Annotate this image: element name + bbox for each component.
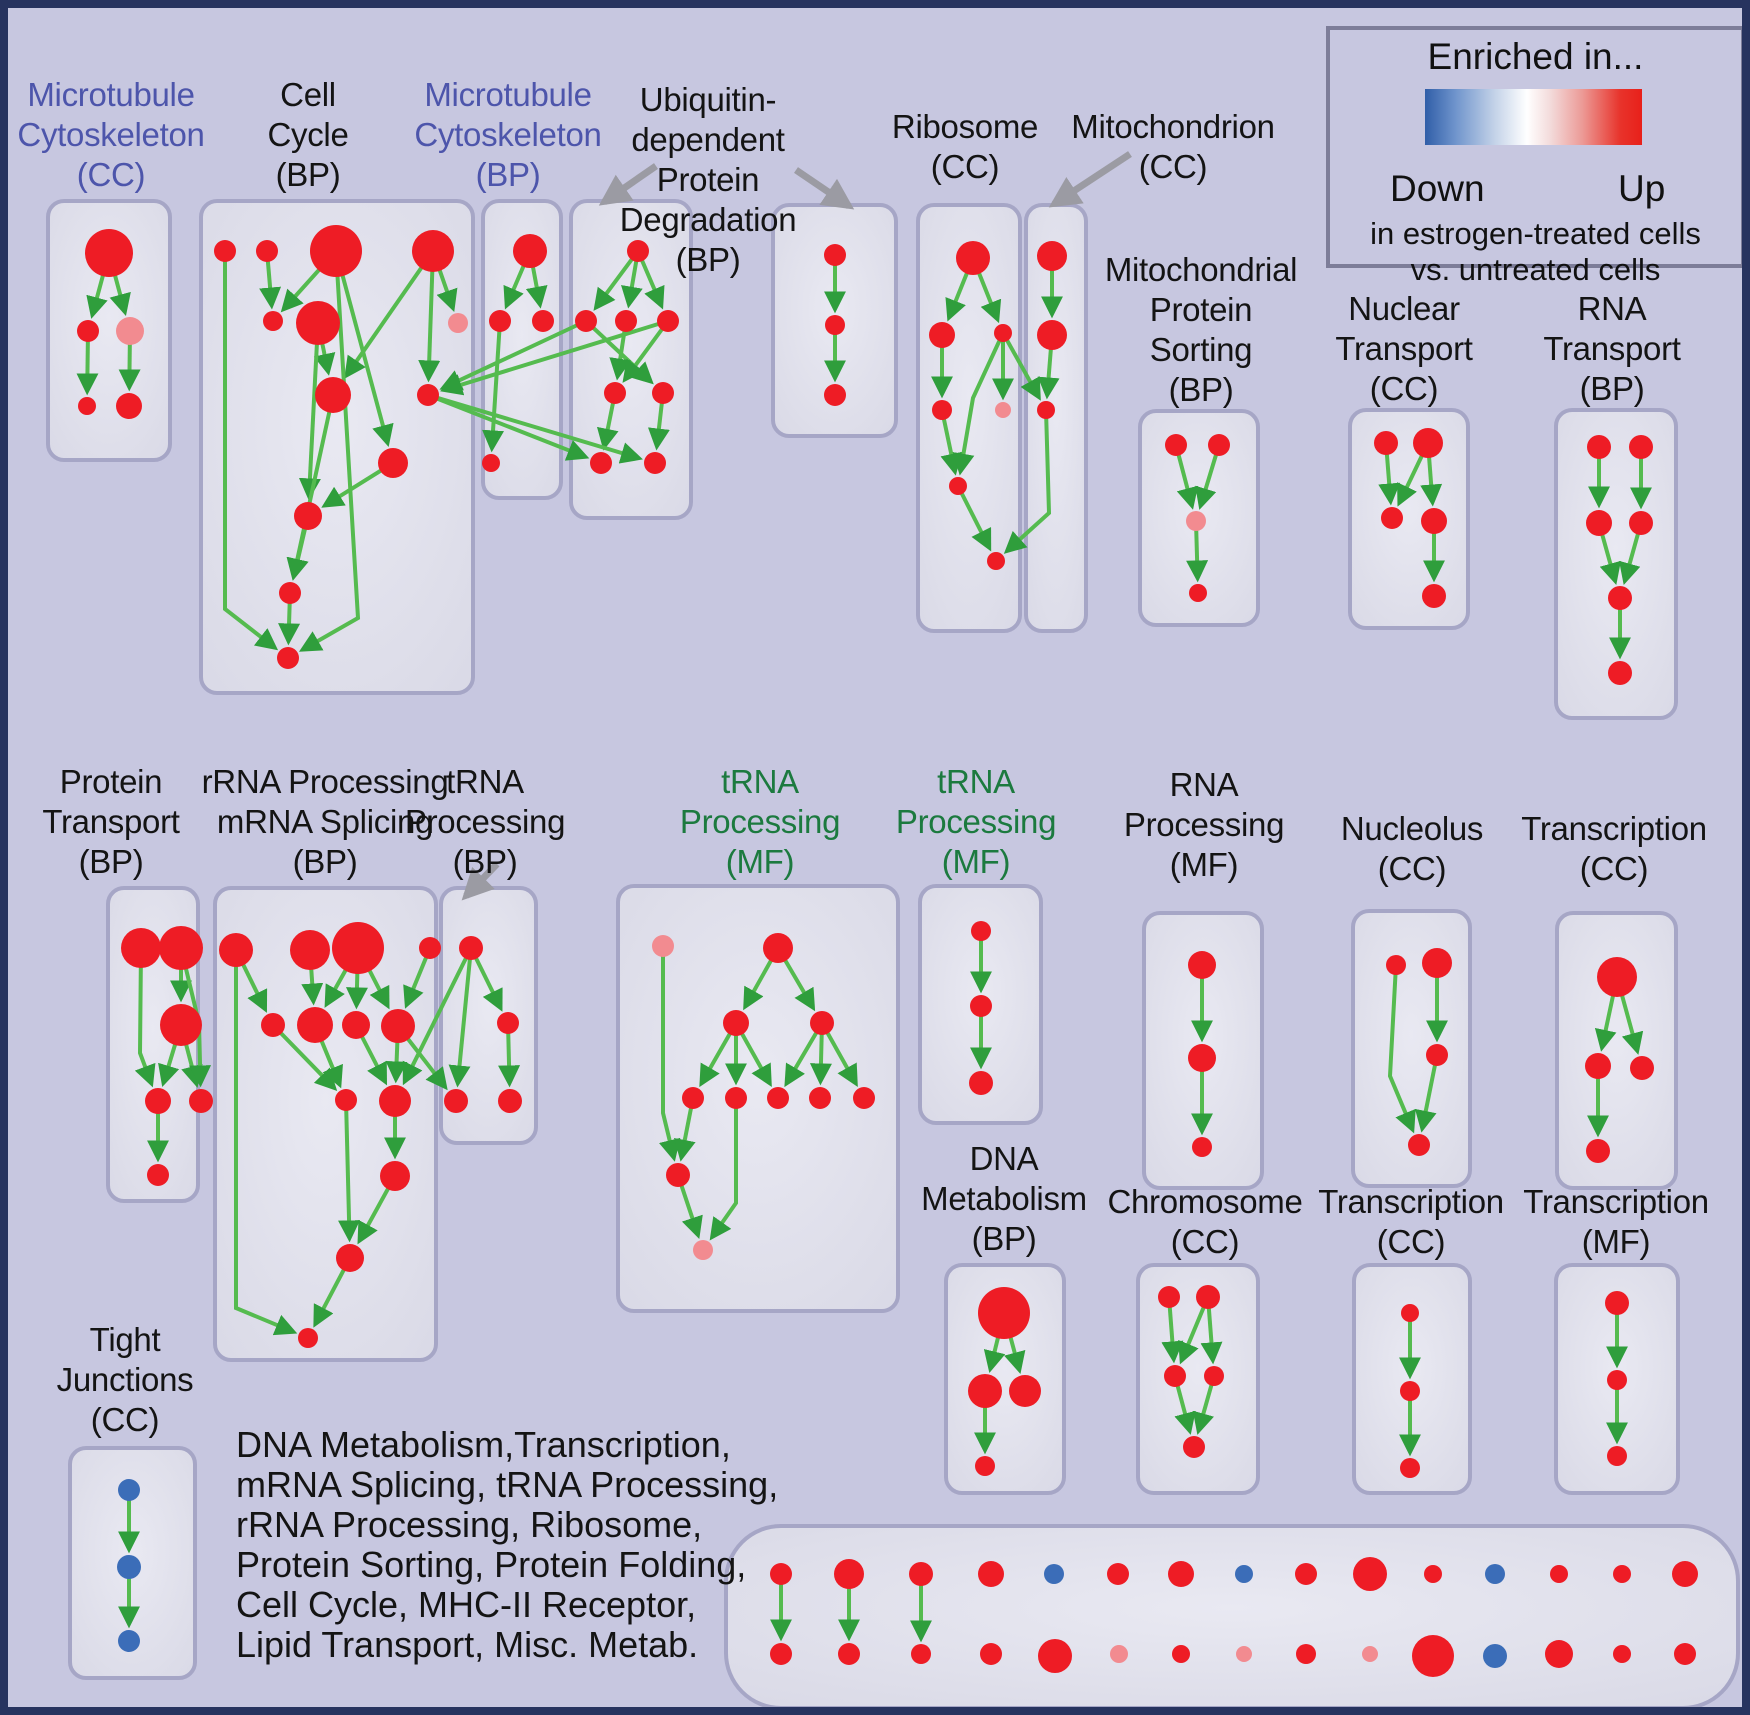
misc-metabolism-strip-node-19 (1362, 1646, 1378, 1662)
nucleolus-node-1 (1422, 948, 1452, 978)
mitochondrion-node-2 (1037, 401, 1055, 419)
rna-transport-label-line-2: (BP) (1579, 370, 1645, 407)
trna-processing-bp-node-3 (498, 1089, 522, 1113)
dna-metabolism-label-line-1: Metabolism (921, 1180, 1087, 1217)
trna-processing-mf-1-node-2 (723, 1010, 749, 1036)
tight-junctions-node-2 (118, 1630, 140, 1652)
mt-bp-node-0 (513, 234, 547, 268)
tight-junctions-label-line-2: (CC) (90, 1401, 160, 1438)
misc-metabolism-strip-node-20 (1424, 1565, 1442, 1583)
summary-text-line-0: DNA Metabolism,Transcription, (236, 1424, 731, 1465)
misc-metabolism-strip-node-5 (911, 1644, 931, 1664)
transcription-mf-node-2 (1607, 1446, 1627, 1466)
cell-cycle-node-2 (310, 225, 362, 277)
transcription-mf-label-line-0: Transcription (1523, 1183, 1709, 1220)
rna-transport-node-0 (1587, 435, 1611, 459)
rrna-processing-mrna-splicing-node-1 (290, 930, 330, 970)
mitochondrion-label-line-1: (CC) (1138, 148, 1208, 185)
mito-protein-sorting-label-line-3: (BP) (1168, 371, 1234, 408)
trna-processing-mf-2-node-2 (969, 1071, 993, 1095)
trna-processing-mf-1-label-line-2: (MF) (725, 843, 795, 880)
misc-metabolism-strip-node-21 (1412, 1635, 1454, 1677)
transcription-mf-node-0 (1605, 1291, 1629, 1315)
mt-bp-label-line-2: (BP) (475, 156, 541, 193)
trna-processing-mf-1-node-10 (693, 1240, 713, 1260)
trna-processing-mf-1-label-line-0: tRNA (721, 763, 799, 800)
cell-cycle-node-5 (296, 301, 340, 345)
ubiquitin-degradation-2-node-0 (824, 244, 846, 266)
rna-processing-mf-node-1 (1188, 1044, 1216, 1072)
summary-text-line-5: Lipid Transport, Misc. Metab. (236, 1624, 699, 1665)
ubiquitin-degradation-node-6 (590, 452, 612, 474)
trna-processing-mf-2-label-line-0: tRNA (937, 763, 1015, 800)
trna-processing-mf-1-node-5 (725, 1087, 747, 1109)
rna-transport-label-line-1: Transport (1543, 330, 1681, 367)
trna-processing-bp-label-line-1: Processing (404, 803, 566, 840)
dna-metabolism-node-1 (968, 1374, 1002, 1408)
chromosome-node-1 (1196, 1285, 1220, 1309)
dna-metabolism-node-2 (1009, 1375, 1041, 1407)
cell-cycle-label-line-2: (BP) (275, 156, 341, 193)
rrna-processing-mrna-splicing-node-10 (380, 1161, 410, 1191)
mt-bp-node-3 (482, 454, 500, 472)
trna-processing-mf-1-node-4 (682, 1087, 704, 1109)
transcription-cc-2-node-0 (1401, 1304, 1419, 1322)
trna-processing-mf-2-node-0 (971, 921, 991, 941)
rrna-processing-mrna-splicing-label-line-1: mRNA Splicing (216, 803, 434, 840)
legend-subtitle-2: vs. untreated cells (1410, 252, 1661, 287)
misc-metabolism-strip-node-2 (834, 1559, 864, 1589)
rrna-processing-mrna-splicing-node-2 (332, 922, 384, 974)
nuclear-transport-node-4 (1422, 584, 1446, 608)
transcription-cc-1-node-0 (1597, 957, 1637, 997)
misc-metabolism-strip-box (726, 1526, 1738, 1707)
protein-transport-node-3 (145, 1088, 171, 1114)
ubiquitin-degradation-label-line-3: Degradation (619, 201, 797, 238)
trna-processing-mf-1-node-0 (652, 935, 674, 957)
transcription-cc-1-node-1 (1585, 1053, 1611, 1079)
mt-bp-node-2 (532, 310, 554, 332)
misc-metabolism-strip-node-4 (909, 1562, 933, 1586)
misc-metabolism-strip-node-11 (1110, 1645, 1128, 1663)
chromosome-node-3 (1204, 1366, 1224, 1386)
summary-text-line-1: mRNA Splicing, tRNA Processing, (236, 1464, 779, 1505)
mito-protein-sorting-node-0 (1165, 434, 1187, 456)
rna-processing-mf-node-0 (1188, 951, 1216, 979)
rna-processing-mf-label-line-0: RNA (1169, 766, 1239, 803)
trna-processing-mf-2-label-line-1: Processing (895, 803, 1057, 840)
chromosome-label-line-0: Chromosome (1107, 1183, 1303, 1220)
misc-metabolism-strip-node-6 (978, 1561, 1004, 1587)
trna-processing-mf-1-node-3 (810, 1011, 834, 1035)
nucleolus-node-0 (1386, 955, 1406, 975)
chromosome-label-line-1: (CC) (1170, 1223, 1240, 1260)
protein-transport-label-line-2: (BP) (78, 843, 144, 880)
misc-metabolism-strip-node-24 (1550, 1565, 1568, 1583)
misc-metabolism-strip-node-26 (1613, 1565, 1631, 1583)
summary-text-line-2: rRNA Processing, Ribosome, (236, 1504, 703, 1545)
ubiquitin-degradation-node-1 (575, 310, 597, 332)
ribosome-label-line-0: Ribosome (891, 108, 1039, 145)
rrna-processing-mrna-splicing-node-3 (419, 937, 441, 959)
nuclear-transport-label-line-0: Nuclear (1348, 290, 1460, 327)
cell-cycle-node-3 (412, 230, 454, 272)
transcription-cc-1-label-line-0: Transcription (1521, 810, 1707, 847)
mt-bp-node-1 (489, 310, 511, 332)
summary-text-line-4: Cell Cycle, MHC-II Receptor, (236, 1584, 697, 1625)
trna-processing-mf-2-label-line-2: (MF) (941, 843, 1011, 880)
ribosome-node-5 (949, 477, 967, 495)
cell-cycle-label-line-1: Cycle (267, 116, 349, 153)
misc-metabolism-strip-node-16 (1295, 1563, 1317, 1585)
dna-metabolism-node-3 (975, 1456, 995, 1476)
ubiquitin-degradation-node-4 (604, 382, 626, 404)
misc-metabolism-strip-node-27 (1613, 1645, 1631, 1663)
cell-cycle-node-11 (279, 582, 301, 604)
transcription-mf-node-1 (1607, 1370, 1627, 1390)
transcription-cc-2-node-2 (1400, 1458, 1420, 1478)
ubiquitin-degradation-node-7 (644, 452, 666, 474)
ribosome-label-line-1: (CC) (930, 148, 1000, 185)
rna-transport-label-line-0: RNA (1577, 290, 1647, 327)
rrna-processing-mrna-splicing-node-5 (297, 1007, 333, 1043)
tight-junctions-label-line-1: Junctions (56, 1361, 194, 1398)
protein-transport-label-line-0: Protein (59, 763, 163, 800)
nuclear-transport-node-2 (1381, 507, 1403, 529)
misc-metabolism-strip-node-0 (770, 1563, 792, 1585)
nuclear-transport-node-1 (1413, 428, 1443, 458)
nuclear-transport-node-3 (1421, 508, 1447, 534)
cell-cycle-node-7 (315, 377, 351, 413)
trna-processing-mf-1-node-7 (809, 1087, 831, 1109)
mitochondrion-label-line-0: Mitochondrion (1071, 108, 1275, 145)
nuclear-transport-node-0 (1374, 431, 1398, 455)
misc-metabolism-strip-node-12 (1168, 1561, 1194, 1587)
ubiquitin-degradation-label-line-0: Ubiquitin- (639, 81, 777, 118)
trna-processing-mf-1-node-1 (763, 933, 793, 963)
rrna-processing-mrna-splicing-node-4 (261, 1013, 285, 1037)
mt-cc-node-3 (78, 397, 96, 415)
misc-metabolism-strip-node-7 (980, 1643, 1002, 1665)
misc-metabolism-strip-node-10 (1107, 1563, 1129, 1585)
trna-processing-bp-label-line-2: (BP) (452, 843, 518, 880)
legend-title: Enriched in... (1427, 36, 1644, 77)
misc-metabolism-strip-node-9 (1038, 1639, 1072, 1673)
cell-cycle-node-6 (448, 313, 468, 333)
transcription-cc-1-label-line-1: (CC) (1579, 850, 1649, 887)
mitochondrion-node-0 (1037, 241, 1067, 271)
pointer-arrow-2 (1054, 154, 1130, 204)
transcription-cc-2-node-1 (1400, 1381, 1420, 1401)
trna-processing-mf-1-label-line-1: Processing (679, 803, 841, 840)
mt-cc-node-4 (116, 393, 142, 419)
mt-bp-label-line-0: Microtubule (424, 76, 592, 113)
rna-transport-node-3 (1629, 511, 1653, 535)
cell-cycle-node-1 (256, 240, 278, 262)
protein-transport-node-2 (160, 1004, 202, 1046)
ribosome-node-1 (929, 322, 955, 348)
trna-processing-mf-2-node-1 (970, 995, 992, 1017)
rrna-processing-mrna-splicing-node-0 (219, 933, 253, 967)
pointer-arrow-1 (796, 170, 849, 206)
misc-metabolism-strip-node-23 (1483, 1644, 1507, 1668)
ubiquitin-degradation-label-line-1: dependent (631, 121, 785, 158)
protein-transport-node-5 (147, 1164, 169, 1186)
ribosome-node-4 (995, 402, 1011, 418)
transcription-cc-2-label-line-1: (CC) (1376, 1223, 1446, 1260)
ubiquitin-degradation-2-node-1 (825, 315, 845, 335)
transcription-cc-2-label-line-0: Transcription (1318, 1183, 1504, 1220)
rna-transport-node-4 (1608, 586, 1632, 610)
rna-transport-node-5 (1608, 661, 1632, 685)
mito-protein-sorting-node-3 (1189, 584, 1207, 602)
misc-metabolism-strip-node-3 (838, 1643, 860, 1665)
transcription-mf-label-line-1: (MF) (1581, 1223, 1651, 1260)
misc-metabolism-strip-node-15 (1236, 1646, 1252, 1662)
ubiquitin-degradation-node-0 (627, 240, 649, 262)
ubiquitin-degradation-2-node-2 (824, 384, 846, 406)
legend-down-label: Down (1390, 168, 1485, 209)
nuclear-transport-label-line-1: Transport (1335, 330, 1473, 367)
tight-junctions-node-1 (117, 1555, 141, 1579)
ribosome-node-0 (956, 241, 990, 275)
misc-metabolism-strip-node-29 (1674, 1643, 1696, 1665)
legend-up-label: Up (1618, 168, 1666, 209)
nucleolus-label-line-1: (CC) (1377, 850, 1447, 887)
mt-cc-label-line-1: Cytoskeleton (17, 116, 205, 153)
mt-cc-label-line-0: Microtubule (27, 76, 195, 113)
mito-protein-sorting-node-2 (1186, 511, 1206, 531)
rrna-processing-mrna-splicing-label-line-0: rRNA Processing (201, 763, 449, 800)
nuclear-transport-box (1350, 410, 1468, 628)
misc-metabolism-strip-node-17 (1296, 1644, 1316, 1664)
legend (1326, 26, 1745, 287)
rna-transport-node-2 (1586, 510, 1612, 536)
ubiquitin-degradation-node-3 (657, 310, 679, 332)
misc-metabolism-strip-node-25 (1545, 1640, 1573, 1668)
legend-gradient-bar (1425, 89, 1642, 145)
chromosome-node-0 (1158, 1286, 1180, 1308)
nuclear-transport-label-line-2: (CC) (1369, 370, 1439, 407)
misc-metabolism-strip-node-8 (1044, 1564, 1064, 1584)
rrna-processing-mrna-splicing-node-8 (335, 1089, 357, 1111)
rrna-processing-mrna-splicing-node-11 (336, 1244, 364, 1272)
rna-processing-mf-label-line-1: Processing (1123, 806, 1285, 843)
misc-metabolism-strip-node-22 (1485, 1564, 1505, 1584)
rrna-processing-mrna-splicing-node-12 (298, 1328, 318, 1348)
mt-cc-node-1 (77, 320, 99, 342)
protein-transport-node-4 (189, 1089, 213, 1113)
ubiquitin-degradation-label-line-4: (BP) (675, 241, 741, 278)
misc-metabolism-strip-node-1 (770, 1643, 792, 1665)
cell-cycle-node-10 (294, 502, 322, 530)
pointer-arrow-0 (604, 166, 656, 202)
misc-metabolism-strip-node-28 (1672, 1561, 1698, 1587)
mt-bp-label-line-1: Cytoskeleton (414, 116, 602, 153)
mt-cc-label-line-2: (CC) (76, 156, 146, 193)
cell-cycle-node-0 (214, 240, 236, 262)
misc-metabolism-strip-node-14 (1235, 1565, 1253, 1583)
ribosome-node-3 (932, 400, 952, 420)
cell-cycle-node-9 (378, 448, 408, 478)
transcription-cc-1-node-2 (1630, 1056, 1654, 1080)
mito-protein-sorting-label-line-2: Sorting (1149, 331, 1253, 368)
transcription-cc-1-node-3 (1586, 1139, 1610, 1163)
dna-metabolism-node-0 (978, 1287, 1030, 1339)
legend-subtitle-1: in estrogen-treated cells (1370, 216, 1701, 251)
trna-processing-mf-1-node-9 (666, 1163, 690, 1187)
ribosome-node-2 (994, 324, 1012, 342)
mito-protein-sorting-label-line-0: Mitochondrial (1104, 251, 1298, 288)
nucleolus-label-line-0: Nucleolus (1340, 810, 1484, 847)
rna-processing-mf-label-line-2: (MF) (1169, 846, 1239, 883)
mt-cc-node-2 (116, 317, 144, 345)
ubiquitin-degradation-node-5 (652, 382, 674, 404)
tight-junctions-node-0 (118, 1479, 140, 1501)
protein-transport-label-line-1: Transport (42, 803, 180, 840)
trna-processing-bp-node-1 (497, 1012, 519, 1034)
cell-cycle-node-4 (263, 311, 283, 331)
dna-metabolism-label-line-0: DNA (969, 1140, 1039, 1177)
ubiquitin-degradation-node-2 (615, 310, 637, 332)
trna-processing-mf-1-node-6 (767, 1087, 789, 1109)
trna-processing-bp-label-line-0: tRNA (446, 763, 524, 800)
tight-junctions-label-line-0: Tight (89, 1321, 161, 1358)
rrna-processing-mrna-splicing-label-line-2: (BP) (292, 843, 358, 880)
protein-transport-node-0 (121, 928, 161, 968)
ubiquitin-degradation-label-line-2: Protein (656, 161, 760, 198)
rrna-processing-mrna-splicing-node-6 (342, 1011, 370, 1039)
trna-processing-bp-node-2 (444, 1089, 468, 1113)
nucleolus-node-2 (1426, 1044, 1448, 1066)
mitochondrion-node-1 (1037, 320, 1067, 350)
dna-metabolism-label-line-2: (BP) (971, 1220, 1037, 1257)
misc-metabolism-strip-node-18 (1353, 1557, 1387, 1591)
nucleolus-node-3 (1408, 1134, 1430, 1156)
trna-processing-bp-node-0 (459, 936, 483, 960)
rrna-processing-mrna-splicing-node-9 (379, 1085, 411, 1117)
transcription-cc-1-box (1557, 913, 1676, 1188)
chromosome-node-2 (1164, 1365, 1186, 1387)
rna-processing-mf-node-2 (1192, 1137, 1212, 1157)
cell-cycle-node-8 (417, 384, 439, 406)
chromosome-node-4 (1183, 1436, 1205, 1458)
mito-protein-sorting-label-line-1: Protein (1149, 291, 1253, 328)
ribosome-node-6 (987, 552, 1005, 570)
mito-protein-sorting-node-1 (1208, 434, 1230, 456)
rna-transport-node-1 (1629, 435, 1653, 459)
protein-transport-node-1 (159, 926, 203, 970)
trna-processing-mf-1-node-8 (853, 1087, 875, 1109)
rrna-processing-mrna-splicing-node-7 (381, 1009, 415, 1043)
mt-cc-node-0 (85, 229, 133, 277)
summary-text-line-3: Protein Sorting, Protein Folding, (236, 1544, 747, 1585)
misc-metabolism-strip-node-13 (1172, 1645, 1190, 1663)
cell-cycle-label-line-0: Cell (280, 76, 336, 113)
cell-cycle-node-12 (277, 647, 299, 669)
